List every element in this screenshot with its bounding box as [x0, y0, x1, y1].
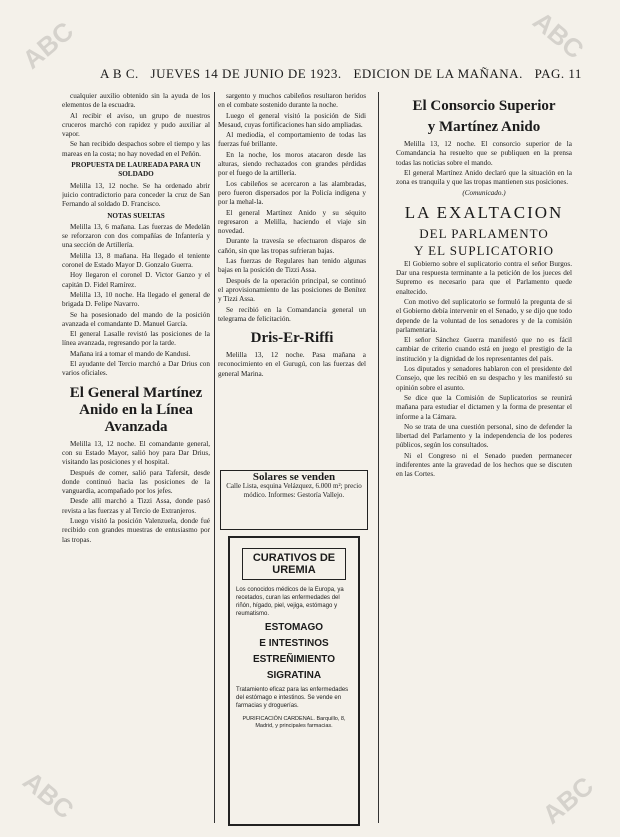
- paragraph: Melilla 13, 10 noche. Ha llegado el general de brigada D. Felipe Navarro.: [62, 290, 210, 309]
- paragraph: Se han recibido despachos sobre el tiempo y las mareas en la costa; no hay novedad en el Peñón.: [62, 140, 210, 158]
- paragraph: Las fuerzas de Regulares han tenido algunas bajas en la posición de Tizzi Assa.: [218, 257, 366, 275]
- paragraph: Durante la travesía se efectuaron disparos de cañón, sin que las tropas sufrieran bajas.: [218, 237, 366, 255]
- ad-headline: CURATIVOS DE UREMIA: [242, 548, 346, 580]
- header-page: PAG. 11: [534, 66, 582, 81]
- section-separator: (Comunicado.): [462, 189, 506, 198]
- big-headline: LA EXALTACION: [404, 202, 564, 222]
- article-headline: El Consorcio Superior: [412, 98, 556, 114]
- paragraph: sargento y muchos cabileños resultaron heridos en el combate sostenido durante la noche.: [218, 92, 366, 110]
- paragraph: Los diputados y senadores hablaron con el presidente del Consejo, que les recibió en su despacho y les manifestó su opinión sobre el asunto.: [396, 365, 572, 392]
- paragraph: No se trata de una cuestión personal, sino de defender la libertad del Parlamento y la independencia de los poderes públicos, según los consultados.: [396, 422, 572, 450]
- article-headline-line2: y Martínez Anido: [427, 119, 541, 135]
- header-edition: EDICION DE LA MAÑANA.: [353, 66, 523, 81]
- paragraph: El señor Sánchez Guerra manifestó que no es fácil cambiar de criterio cuando está en juego el prestigio de la institución y la dignidad de los representantes del país.: [396, 336, 572, 363]
- paragraph: Luego el general visitó la posición de Sidi Mesaud, cuyas fortificaciones han sido ampliadas.: [218, 111, 366, 129]
- classified-box: [220, 470, 368, 530]
- column-3: [396, 92, 572, 827]
- watermark: ABC: [527, 5, 590, 65]
- paragraph: El Gobierno sobre el suplicatorio contra el señor Burgos. Dar una respuesta terminante a la petición de los jueces del Supremo es necesario para que el Parlamento quede enaltecido.: [396, 259, 572, 296]
- classified-text: Calle Lista, esquina Velázquez, 6.000 m²; precio módico. Informes: Gestoría Vallejo.: [226, 482, 362, 499]
- paragraph: Melilla 13, 8 mañana. Ha llegado el teniente coronel de Estado Mayor D. Gonzalo Guerra.: [62, 251, 210, 270]
- column-2: [218, 92, 366, 447]
- ad-text: Tratamiento eficaz para las enfermedades del estómago e intestinos. Se vende en farmacias y droguerías.: [236, 687, 349, 709]
- ad-product: SIGRATINA: [266, 670, 322, 681]
- paragraph: Hoy llegaron el coronel D. Victor Ganzo y el capitán D. Fidel Ramírez.: [62, 271, 210, 289]
- watermark: ABC: [16, 15, 80, 75]
- ad-product: ESTOMAGO: [264, 622, 324, 633]
- ad-footer: PURIFICACIÓN CARDENAL. Barquillo, 8, Madrid, y principales farmacias.: [242, 716, 346, 729]
- ad-product: ESTREÑIMIENTO: [252, 654, 336, 665]
- header-date: JUEVES 14 DE JUNIO DE 1923.: [150, 66, 342, 81]
- watermark: ABC: [17, 765, 80, 825]
- paragraph: Después de comer, salió para Tafersit, desde donde continuó hacia las posiciones de la vanguardia, acompañado por los jefes.: [62, 468, 210, 496]
- paragraph: cualquier auxilio obtenido sin la ayuda de los elementos de la escuadra.: [62, 92, 210, 110]
- paragraph: En la noche, los moros atacaron desde las alturas, siendo rechazados con grandes pérdidas por el fuego de la artillería.: [218, 150, 366, 178]
- column-1: [62, 92, 210, 827]
- paragraph: Al recibir el aviso, un grupo de nuestros cruceros marchó con rapidez y pudo auxiliar al vapor.: [62, 111, 210, 139]
- ad-product: E INTESTINOS: [259, 638, 329, 649]
- paragraph: Se dice que la Comisión de Suplicatorios se reunirá mañana para estudiar el dictamen y la forma de presentar el informe a la Cámara.: [396, 393, 572, 421]
- paragraph: El general Lasalle revistó las posiciones de la línea avanzada, regresando por la tarde.: [62, 330, 210, 348]
- column-divider: [214, 92, 215, 823]
- paragraph: Luego visitó la posición Valenzuela, donde fué recibido con grandes muestras de entusiasmo por las tropas.: [62, 516, 210, 544]
- paragraph: Melilla 13, 12 noche. El comandante general, con su Estado Mayor, salió hoy para Dar Drius, visitando las posiciones y el hospital.: [62, 439, 210, 467]
- ad-text: Los conocidos médicos de la Europa, ya recetados, curan las enfermedades del riñón, hígado, piel, vejiga, estómago y reumatismo.: [236, 587, 344, 617]
- paragraph: El general Martínez Anido y su séquito regresaron a Melilla, haciendo el viaje sin novedad.: [218, 208, 366, 236]
- big-headline-line3: Y EL SUPLICATORIO: [413, 242, 555, 258]
- paragraph: Los cabileños se acercaron a las alambradas, pero fueron dispersados por la Policía indígena y por la mehal-la.: [218, 179, 366, 207]
- page-header: [100, 66, 620, 86]
- paragraph: Desde allí marchó a Tizzi Assa, donde pasó revista a las fuerzas y al Tercio de Extranjeros.: [62, 497, 210, 515]
- paragraph: Melilla 13, 12 noche. Pasa mañana a reconocimiento en el Gurugú, con las fuerzas del general Marina.: [218, 351, 366, 378]
- advertisement: [228, 536, 360, 826]
- paragraph: Se recibió en la Comandancia general un telegrama de felicitación.: [218, 305, 366, 323]
- paragraph: El general Martínez Anido declaró que la situación en la zona es tranquila y que las tropas mantienen sus posiciones.: [396, 168, 572, 187]
- paragraph: Melilla 13, 6 mañana. Las fuerzas de Medelán se reforzaron con dos compañías de Infantería y una sección de Artillería.: [62, 222, 210, 250]
- classified-title: Solares se venden: [252, 471, 336, 483]
- paragraph: Ni el Congreso ni el Senado pueden permanecer indiferentes ante la gravedad de los hechos que se discuten en las Cortes.: [396, 451, 572, 479]
- article-headline: Dris-Er-Riffi: [250, 330, 334, 347]
- column-divider: [378, 92, 379, 823]
- watermark: ABC: [536, 770, 600, 830]
- paragraph: Se ha posesionado del mando de la posición avanzada el comandante D. Manuel García.: [62, 310, 210, 328]
- paragraph: El ayudante del Tercio marchó a Dar Drius con varios oficiales.: [62, 360, 210, 378]
- paragraph: Mañana irá a tomar el mando de Kandusi.: [70, 349, 191, 358]
- subheading: PROPUESTA DE LAUREADA PARA UN SOLDADO: [71, 161, 201, 179]
- paragraph: Después de la operación principal, se continuó el aprovisionamiento de las posiciones de Benítez y Tizzi Assa.: [218, 276, 366, 304]
- big-headline-line2: DEL PARLAMENTO: [419, 225, 549, 241]
- paragraph: Con motivo del suplicatorio se formuló la pregunta de si el Gobierno debía intervenir en el Senado, y se dijo que todo depende de la voluntad de los senadores y de la comisión parlamentaria.: [396, 297, 572, 334]
- paragraph: Melilla 13, 12 noche. Se ha ordenado abrir juicio contradictorio para conceder la cruz de San Fernando al soldado D. Francisco.: [62, 181, 210, 209]
- paragraph: Al mediodía, el comportamiento de todas las fuerzas fué brillante.: [218, 131, 366, 149]
- subheading: NOTAS SUELTAS: [107, 211, 165, 220]
- header-publication: A B C.: [100, 66, 139, 81]
- paragraph: Melilla 13, 12 noche. El consorcio superior de la Comandancia ha resuelto que se publiquen en la prensa todas las noticias sobre el mando.: [396, 140, 572, 167]
- article-headline: El General Martínez Anido en la Línea Avanzada: [69, 384, 203, 435]
